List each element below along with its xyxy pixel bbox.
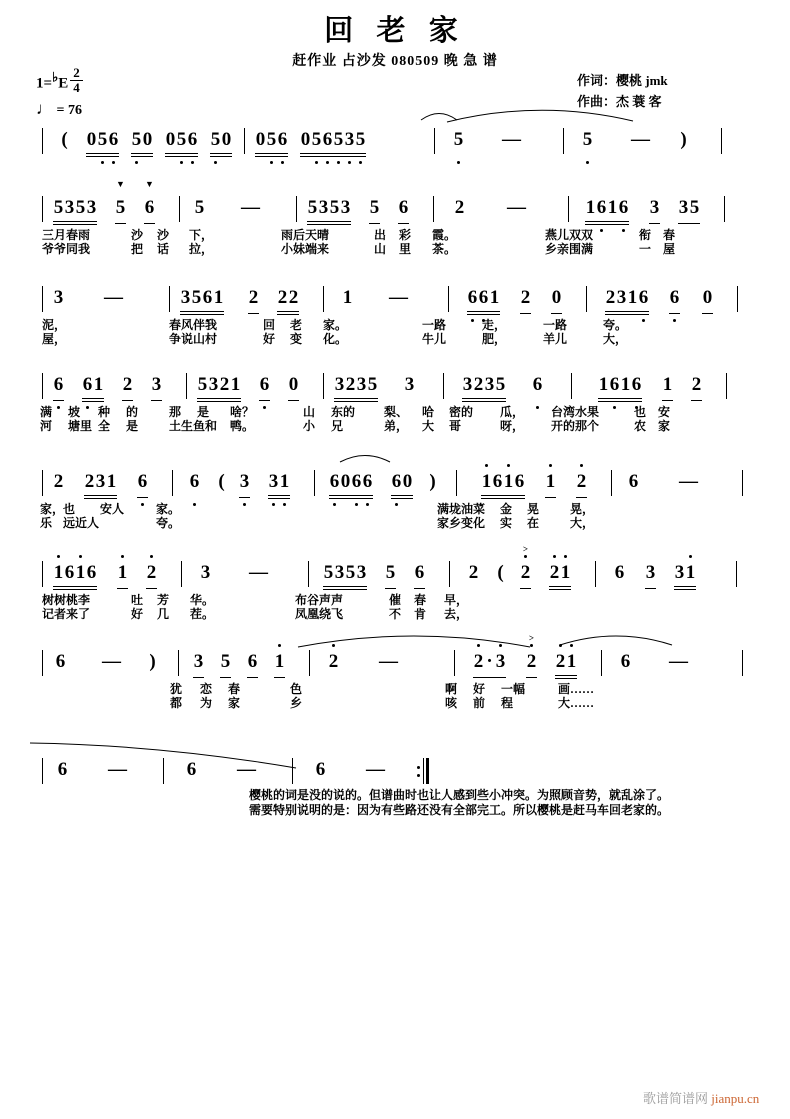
note-group: 3 5 6 1 — [180, 286, 224, 315]
note-group: 5 — [453, 128, 464, 156]
octave-dot-below — [586, 161, 589, 164]
octave-dot-above — [477, 644, 480, 647]
note-group: 1 — [545, 470, 556, 498]
note-group: 1 — [117, 561, 128, 589]
lyric-segment: 雨后天晴 小妹端来 — [281, 228, 330, 256]
lyric-segment: 晃， 大， — [570, 502, 595, 530]
note-group: 6 6 1 — [467, 286, 500, 315]
lyric-segment: 满 河 — [40, 405, 53, 433]
barline — [611, 470, 612, 496]
octave-dot-below — [471, 319, 474, 322]
barline — [601, 650, 602, 676]
lyric-segment: 的 是 — [126, 405, 139, 433]
lyric-segment: 台湾水果 开的那个 — [551, 405, 600, 433]
system-7 — [42, 633, 753, 679]
note-group: 0 5 6 — [165, 128, 198, 157]
note-group: 2 3 1 6 — [605, 286, 649, 315]
note-group: 2 — [691, 373, 702, 401]
note-group: 3 — [404, 374, 415, 395]
note-group: 6 — [186, 759, 197, 780]
note-group: 6 — [55, 651, 66, 672]
note-group: 3 1 — [268, 470, 290, 499]
system-2 — [42, 179, 735, 225]
barline — [296, 196, 297, 222]
barline — [308, 561, 309, 587]
barline — [736, 561, 737, 587]
note-group: 6 — [53, 373, 64, 401]
note-group: 5 — [385, 561, 396, 589]
lyric-segment: 下， 拉， — [189, 228, 214, 256]
slur-arc — [560, 636, 672, 645]
accent-mark: ▼ — [116, 179, 125, 189]
note-group: 2 1 — [549, 561, 571, 590]
octave-dot-above — [530, 644, 533, 647]
dash-note: — — [108, 759, 127, 780]
octave-dot-below — [337, 161, 340, 164]
lyric-segment: 安 家 — [658, 405, 671, 433]
dash-note: — — [389, 287, 408, 308]
note-group: 2 — [468, 562, 479, 583]
lyric-segment: 春 家 — [228, 682, 241, 710]
site-name: 歌谱简谱网 — [643, 1091, 709, 1106]
lyric-segment: 啥？ 鸭。 — [230, 405, 255, 433]
octave-dot-above — [278, 644, 281, 647]
octave-dot-above — [485, 464, 488, 467]
note-group: 0 5 6 — [86, 128, 119, 157]
page-subtitle: 赶作业 占沙发 080509 晚 急 谱 — [292, 54, 498, 69]
note-group: 5 — [194, 197, 205, 218]
accent-mark: > — [528, 633, 535, 643]
note-group: 2 — [146, 561, 157, 589]
octave-dot-above — [524, 555, 527, 558]
barline — [244, 128, 245, 154]
parenthesis: ( — [61, 129, 68, 150]
lyric-segment: 也 远近人 — [63, 502, 100, 530]
key-signature — [36, 66, 83, 119]
lyric-segment: 三月春雨 爷爷同我 — [42, 228, 91, 256]
note-group: 3 — [151, 373, 162, 401]
note-group: 6 0 6 6 — [329, 470, 373, 499]
barline — [186, 373, 187, 399]
dash-note: — — [502, 129, 521, 150]
barline — [42, 650, 43, 676]
lyric-segment: 晃 在 — [527, 502, 540, 530]
octave-dot-below — [57, 406, 60, 409]
system-4 — [42, 373, 737, 402]
note-group: 3 — [193, 650, 204, 678]
octave-dot-above — [553, 555, 556, 558]
octave-dot-above — [57, 555, 60, 558]
system-3 — [42, 286, 748, 315]
composer-note-line2: 需要特别说明的是：因为有些路还没有全部完工。所以樱桃是赶马车回老家的。 — [249, 803, 670, 817]
note-group: 1 6 1 6 — [598, 373, 642, 402]
barline — [449, 561, 450, 587]
site-watermark — [643, 1088, 759, 1107]
lyric-segment: 走， 肥， — [482, 318, 507, 346]
lyric-segment: 瓜， 呀， — [500, 405, 525, 433]
note-group: 0 — [551, 286, 562, 314]
barline — [434, 128, 435, 154]
note-group: 6 — [620, 651, 631, 672]
note-group: 6 — [628, 471, 639, 492]
octave-dot-below — [642, 319, 645, 322]
octave-dot-below — [457, 161, 460, 164]
lyric-segment: 回 好 — [263, 318, 276, 346]
note-group: 3 — [200, 562, 211, 583]
barline — [586, 286, 587, 312]
lyricist-credit: 作词：樱桃 jmk — [577, 73, 668, 88]
lyric-segment: 沙 把 — [131, 228, 144, 256]
lyric-segment: 家。 化。 — [323, 318, 348, 346]
note-group: 1 6 1 6 — [481, 470, 525, 499]
parenthesis: ( — [497, 562, 504, 583]
lyric-segment: 画…… 大…… — [558, 682, 595, 710]
lyric-segment: 密的 哥 — [449, 405, 474, 433]
barline — [42, 128, 43, 154]
note-group: 2 — [248, 286, 259, 314]
site-url: jianpu.cn — [711, 1091, 760, 1106]
note-group: 6 — [532, 373, 543, 401]
note-group: 6 — [669, 286, 680, 314]
note-group: 1 — [342, 287, 353, 308]
lyric-segment: 华。 茬。 — [190, 593, 215, 621]
barline — [742, 650, 743, 676]
parenthesis: ) — [149, 651, 156, 672]
octave-dot-below — [112, 161, 115, 164]
lyric-segment: 金 实 — [500, 502, 513, 530]
barline — [42, 470, 43, 496]
lyric-segment: 彩 里 — [399, 228, 412, 256]
lyric-segment: 老 变 — [290, 318, 303, 346]
lyric-segment: 布谷声声 凤凰绕飞 — [295, 593, 344, 621]
lyric-segment: 一路 牛儿 — [422, 318, 447, 346]
note-group: 5 — [582, 128, 593, 156]
composer-note-line1: 樱桃的词是没的说的。但谱曲时也让人感到些小冲突。为照顾音势，就乱涂了。 — [249, 788, 670, 802]
octave-dot-above — [499, 644, 502, 647]
lyric-segment: 衔 一 — [639, 228, 652, 256]
octave-dot-below — [243, 503, 246, 506]
lyric-segment: 燕儿双双 乡亲围满 — [545, 228, 594, 256]
octave-dot-above — [564, 555, 567, 558]
note-group: 5 0 — [131, 128, 153, 157]
lyric-segment: 催 不 — [389, 593, 402, 621]
barline — [568, 196, 569, 222]
barline — [323, 373, 324, 399]
barline — [292, 758, 293, 784]
barline — [179, 196, 180, 222]
note-group: 5 3 5 3 — [307, 196, 351, 225]
note-group: 5 0 — [210, 128, 232, 157]
octave-dot-above — [580, 464, 583, 467]
octave-dot-below — [281, 161, 284, 164]
note-group: 2 > — [526, 650, 537, 678]
lyric-segment: 满垅油菜 家乡变化 — [437, 502, 486, 530]
octave-dot-below — [193, 503, 196, 506]
octave-dot-below — [333, 503, 336, 506]
accent-mark: ▼ — [145, 179, 154, 189]
lyric-segment: 一路 羊儿 — [543, 318, 568, 346]
note-group: 0 5 6 — [255, 128, 288, 157]
note-group: 6 — [57, 759, 68, 780]
note-group: 6 — [414, 561, 425, 589]
note-group: 2 2 — [277, 286, 299, 315]
note-group: 3 — [645, 561, 656, 589]
note-group: 2 — [53, 471, 64, 492]
note-group: 6 ▼ — [144, 196, 155, 224]
note-group: 1 6 1 6 — [585, 196, 629, 225]
barline — [314, 470, 315, 496]
lyric-segment: 出 山 — [374, 228, 387, 256]
note-group: 5 — [369, 196, 380, 224]
octave-dot-above — [150, 555, 153, 558]
lyric-segment: 啊 咳 — [445, 682, 458, 710]
barline — [443, 373, 444, 399]
barline — [169, 286, 170, 312]
note-group: 3 — [53, 287, 64, 308]
note-group: 1 6 1 6 — [53, 561, 97, 590]
octave-dot-below — [600, 229, 603, 232]
note-group: 5 3 2 1 — [197, 373, 241, 402]
lyric-segment: 夸。 大， — [603, 318, 628, 346]
note-group: 6 0 — [391, 470, 413, 499]
lyric-segment: 春 屋 — [663, 228, 676, 256]
octave-dot-above — [79, 555, 82, 558]
octave-dot-below — [283, 503, 286, 506]
lyric-segment: 是 — [197, 405, 210, 419]
note-group: 6 1 — [82, 373, 104, 402]
barline — [724, 196, 725, 222]
barline — [42, 373, 43, 399]
system-8 — [42, 758, 429, 786]
note-group: 2 — [520, 286, 531, 314]
dash-note: — — [366, 759, 385, 780]
note-group: 2 — [122, 373, 133, 401]
time-signature: $\frac{2}{4}$ — [70, 66, 83, 96]
lyric-segment: 也 农 — [634, 405, 647, 433]
flat-icon: ♭ — [52, 69, 59, 85]
dash-note: — — [237, 759, 256, 780]
lyric-segment: 哈 大 — [422, 405, 435, 433]
octave-dot-above — [570, 644, 573, 647]
note-group: 6 — [259, 373, 270, 401]
octave-dot-below — [613, 406, 616, 409]
dash-note: — — [102, 651, 121, 672]
lyric-segment: 那 土生鱼和 — [169, 405, 218, 433]
lyric-segment: 坡 塘里 — [68, 405, 93, 433]
key-line: 1=♭E $\frac{2}{4}$ — [36, 66, 83, 96]
octave-dot-below — [622, 229, 625, 232]
barline — [726, 373, 727, 399]
lyric-segment: 一幅 程 — [501, 682, 526, 710]
parenthesis: ) — [429, 471, 436, 492]
parenthesis: ) — [680, 129, 687, 150]
octave-dot-below — [366, 503, 369, 506]
octave-dot-above — [549, 464, 552, 467]
composer-note — [249, 788, 669, 818]
octave-dot-below — [359, 161, 362, 164]
barline — [433, 196, 434, 222]
octave-dot-below — [263, 406, 266, 409]
tempo-marking: ♩ = 76 — [36, 98, 82, 118]
barline — [454, 650, 455, 676]
note-group: 0 — [702, 286, 713, 314]
octave-dot-below — [673, 319, 676, 322]
lyric-segment: 山 小 — [303, 405, 316, 433]
note-group: 6 — [315, 759, 326, 780]
octave-dot-below — [101, 161, 104, 164]
credits — [577, 70, 668, 112]
note-group: 1 — [274, 650, 285, 678]
lyric-segment: 家， 乐 — [40, 502, 65, 530]
note-group: 5 3 5 3 — [53, 196, 97, 225]
lyric-segment: 安 — [100, 502, 113, 516]
note-group: 3 2 3 5 — [334, 373, 378, 402]
dash-note: — — [379, 651, 398, 672]
lyric-segment: 恋 为 — [200, 682, 213, 710]
note-group: 2 3 1 — [84, 470, 117, 499]
dash-note: — — [669, 651, 688, 672]
end-repeat-sign — [417, 758, 429, 784]
barline — [178, 650, 179, 676]
note-group: 3 5 — [678, 196, 700, 224]
octave-dot-below — [270, 161, 273, 164]
page-title: 回 老 家 — [324, 15, 466, 47]
barline — [181, 561, 182, 587]
barline — [42, 286, 43, 312]
octave-dot-above — [689, 555, 692, 558]
lyric-segment: 好 前 — [473, 682, 486, 710]
octave-dot-below — [135, 161, 138, 164]
lyric-segment: 色 乡 — [290, 682, 303, 710]
lyric-segment: 泥， 屋， — [42, 318, 67, 346]
barline — [309, 650, 310, 676]
dash-note: — — [507, 197, 526, 218]
barline — [323, 286, 324, 312]
parenthesis: ( — [218, 471, 225, 492]
lyric-segment: 犹 都 — [170, 682, 183, 710]
octave-dot-below — [141, 503, 144, 506]
lyric-segment: 春风伴我 争说山村 — [169, 318, 218, 346]
note-group: 2 — [454, 197, 465, 218]
note-group: 1 — [662, 373, 673, 401]
barline — [742, 470, 743, 496]
barline — [456, 470, 457, 496]
note-group: 2 · 3 — [473, 650, 506, 678]
lyric-segment: 梨、 弟， — [384, 405, 409, 433]
octave-dot-below — [272, 503, 275, 506]
slur-arc — [340, 456, 390, 463]
lyric-segment: 东的 兄 — [331, 405, 356, 433]
barline — [563, 128, 564, 154]
barline — [42, 196, 43, 222]
accent-mark: > — [522, 544, 529, 554]
note-group: 3 2 3 5 — [462, 373, 506, 402]
barline — [448, 286, 449, 312]
lyric-segment: 霞。 茶。 — [432, 228, 457, 256]
octave-dot-below — [536, 406, 539, 409]
system-1 — [42, 128, 732, 157]
note-group: 2 — [576, 470, 587, 498]
slur-arc — [447, 110, 633, 122]
note-group: 5 — [220, 650, 231, 678]
dash-note: — — [249, 562, 268, 583]
note-group: 6 — [189, 470, 200, 498]
lyric-segment: 种 全 — [98, 405, 111, 433]
lyric-segment: 家。 夸。 — [156, 502, 181, 530]
barline — [721, 128, 722, 154]
octave-dot-below — [348, 161, 351, 164]
note-group: 6 — [137, 470, 148, 498]
lyric-segment: 早， 去， — [444, 593, 469, 621]
octave-dot-below — [326, 161, 329, 164]
note-group: 2 — [328, 650, 339, 678]
note-group: 2 > — [520, 561, 531, 589]
octave-dot-below — [315, 161, 318, 164]
note-group: 5 3 5 3 — [323, 561, 367, 590]
lyric-segment: 春 肯 — [414, 593, 427, 621]
lyric-segment: 芳 几 — [157, 593, 170, 621]
note-group: 6 — [398, 196, 409, 224]
octave-dot-below — [191, 161, 194, 164]
lyric-segment: 树树桃李 记者来了 — [42, 593, 91, 621]
system-6 — [42, 544, 747, 590]
lyric-segment: 沙 话 — [157, 228, 170, 256]
octave-dot-below — [395, 503, 398, 506]
octave-dot-below — [355, 503, 358, 506]
octave-dot-below — [214, 161, 217, 164]
note-group: 0 5 6 5 3 5 — [300, 128, 366, 157]
slur-arc — [421, 114, 457, 121]
lyric-segment: 吐 好 — [131, 593, 144, 621]
octave-dot-above — [507, 464, 510, 467]
dash-note: — — [631, 129, 650, 150]
note-group: 2 1 — [555, 650, 577, 679]
barline — [595, 561, 596, 587]
lyric-segment: 人 — [112, 502, 125, 516]
octave-dot-above — [332, 644, 335, 647]
note-group: 3 — [239, 470, 250, 498]
dash-note: — — [241, 197, 260, 218]
barline — [172, 470, 173, 496]
barline — [163, 758, 164, 784]
note-group: 6 — [614, 562, 625, 583]
dash-note: — — [679, 471, 698, 492]
note-group: 3 — [649, 196, 660, 224]
octave-dot-below — [180, 161, 183, 164]
note-group: 0 — [288, 373, 299, 401]
quarter-note-icon: ♩ — [36, 98, 53, 118]
barline — [42, 758, 43, 784]
note-group: 3 1 — [674, 561, 696, 590]
composer-credit: 作曲：杰 蓑 客 — [577, 94, 662, 109]
dash-note: — — [104, 287, 123, 308]
barline — [571, 373, 572, 399]
octave-dot-above — [559, 644, 562, 647]
note-group: 5 ▼ — [115, 196, 126, 224]
barline — [42, 561, 43, 587]
system-5 — [42, 470, 753, 499]
barline — [737, 286, 738, 312]
octave-dot-above — [121, 555, 124, 558]
note-group: 6 — [247, 650, 258, 678]
